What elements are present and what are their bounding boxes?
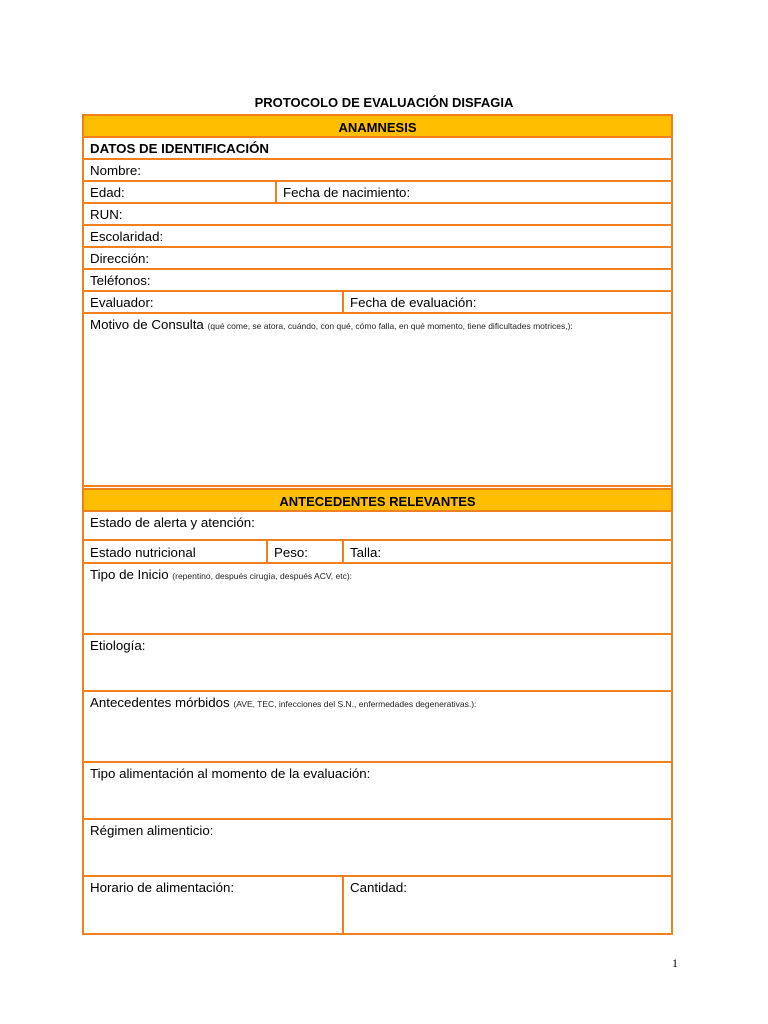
tipo-inicio-field bbox=[84, 564, 671, 633]
tipo-inicio-label: Tipo de Inicio bbox=[90, 567, 169, 582]
talla-label: Talla: bbox=[350, 545, 382, 560]
document-title: PROTOCOLO DE EVALUACIÓN DISFAGIA bbox=[254, 95, 514, 110]
direccion-label: Dirección: bbox=[90, 251, 150, 266]
cantidad-label: Cantidad: bbox=[350, 880, 407, 895]
run-row[interactable] bbox=[82, 204, 673, 226]
motivo-consulta-note: (qué come, se atora, cuándo, con qué, cómo falla, en qué momento, tiene dificultades motrices,): bbox=[207, 321, 573, 331]
edad-row bbox=[82, 182, 673, 204]
run-label: RUN: bbox=[90, 207, 123, 222]
evaluador-row bbox=[82, 292, 673, 314]
estado-nutricional-field[interactable] bbox=[84, 541, 266, 562]
edad-label: Edad: bbox=[90, 185, 125, 200]
estado-alerta-row[interactable] bbox=[82, 512, 673, 541]
edad-field[interactable] bbox=[84, 182, 275, 202]
cantidad-field[interactable] bbox=[342, 877, 671, 933]
nombre-row[interactable] bbox=[82, 160, 673, 182]
identification-section-title: DATOS DE IDENTIFICACIÓN bbox=[90, 141, 270, 156]
horario-row bbox=[82, 877, 673, 935]
escolaridad-label: Escolaridad: bbox=[90, 229, 164, 244]
page-number: 1 bbox=[672, 956, 678, 970]
antecedentes-morbidos-row[interactable] bbox=[82, 692, 673, 763]
antecedentes-title: ANTECEDENTES RELEVANTES bbox=[279, 494, 476, 509]
fecha-nacimiento-field[interactable] bbox=[275, 182, 671, 202]
nombre-label: Nombre: bbox=[90, 163, 141, 178]
antecedentes-morbidos-label: Antecedentes mórbidos bbox=[90, 695, 230, 710]
etiologia-row[interactable] bbox=[82, 635, 673, 692]
identification-section-row bbox=[82, 138, 673, 160]
horario-label: Horario de alimentación: bbox=[90, 880, 235, 895]
tipo-alimentacion-row[interactable] bbox=[82, 763, 673, 820]
fecha-evaluacion-field[interactable] bbox=[342, 292, 671, 312]
direccion-row[interactable] bbox=[82, 248, 673, 270]
etiologia-label: Etiología: bbox=[90, 638, 146, 653]
evaluation-form bbox=[82, 114, 673, 935]
antecedentes-header bbox=[82, 490, 673, 512]
estado-nutricional-label: Estado nutricional bbox=[90, 545, 196, 560]
escolaridad-row[interactable] bbox=[82, 226, 673, 248]
tipo-inicio-note: (repentino, después cirugía, después ACV, etc): bbox=[172, 571, 353, 581]
motivo-consulta-label: Motivo de Consulta bbox=[90, 317, 204, 332]
fecha-evaluacion-label: Fecha de evaluación: bbox=[350, 295, 477, 310]
tipo-alimentacion-label: Tipo alimentación al momento de la evaluación: bbox=[90, 766, 371, 781]
motivo-consulta-row[interactable] bbox=[82, 314, 673, 487]
horario-field[interactable] bbox=[84, 877, 342, 933]
anamnesis-title: ANAMNESIS bbox=[338, 120, 417, 135]
tipo-inicio-row[interactable] bbox=[82, 564, 673, 635]
regimen-label: Régimen alimenticio: bbox=[90, 823, 214, 838]
antecedentes-morbidos-field bbox=[84, 692, 671, 761]
estado-nutricional-row bbox=[82, 541, 673, 564]
antecedentes-morbidos-note: (AVE, TEC, infecciones del S.N., enfermedades degenerativas.): bbox=[233, 699, 477, 709]
talla-field[interactable] bbox=[342, 541, 671, 562]
evaluador-label: Evaluador: bbox=[90, 295, 154, 310]
telefonos-label: Teléfonos: bbox=[90, 273, 151, 288]
evaluador-field[interactable] bbox=[84, 292, 342, 312]
motivo-consulta-field bbox=[84, 314, 671, 485]
estado-alerta-label: Estado de alerta y atención: bbox=[90, 515, 255, 530]
peso-field[interactable] bbox=[266, 541, 342, 562]
fecha-nacimiento-label: Fecha de nacimiento: bbox=[283, 185, 411, 200]
peso-label: Peso: bbox=[274, 545, 309, 560]
telefonos-row[interactable] bbox=[82, 270, 673, 292]
anamnesis-header bbox=[82, 114, 673, 138]
regimen-row[interactable] bbox=[82, 820, 673, 877]
